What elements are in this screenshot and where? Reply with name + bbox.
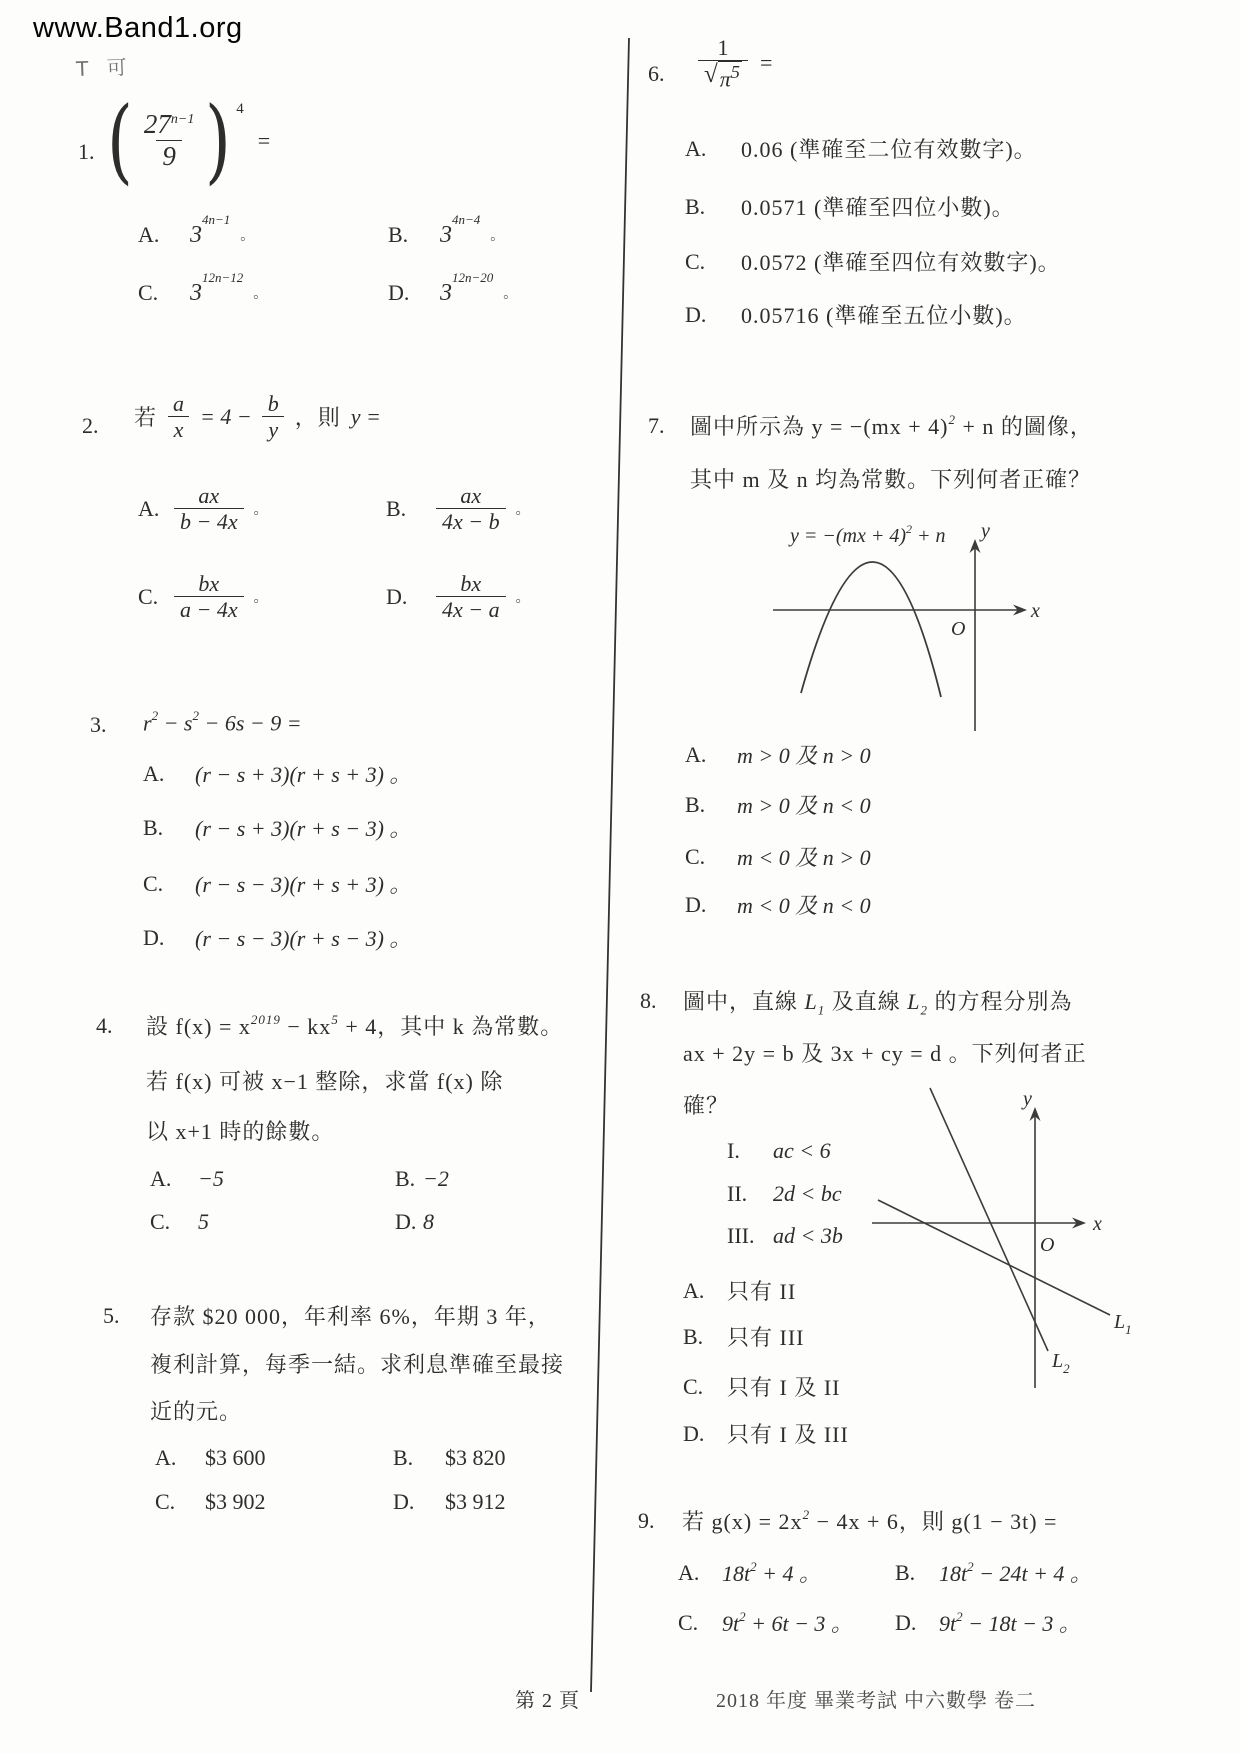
- option-value: m > 0 及 n < 0: [737, 793, 871, 818]
- watermark: www.Band1.org: [33, 12, 243, 44]
- option-letter: D.: [683, 1420, 705, 1446]
- q3-option-b: [143, 812, 411, 843]
- close-paren: ): [205, 87, 232, 194]
- q4-option-b: [395, 1166, 449, 1192]
- full-stop: 。: [240, 229, 255, 244]
- option-fraction: $\frac{bx}{a - 4x}$: [174, 571, 244, 623]
- equals-sign: =: [759, 50, 773, 76]
- option-letter: B.: [388, 222, 409, 247]
- option-letter: A.: [685, 741, 707, 767]
- q7-line2: 其中 m 及 n 均為常數。下列何者正確？: [690, 467, 1092, 492]
- question-7: [640, 405, 1220, 945]
- option-letter: D.: [395, 1209, 417, 1234]
- q9-stem: 若 $g(x) = 2x^2 - 4x + 6$，則 g(1 − 3t) =: [682, 1506, 1058, 1534]
- q8-lines-graph: [780, 1083, 1240, 1405]
- option-value: $9t^2 + 6t - 3$ 。: [722, 1608, 853, 1636]
- q4-line1: 設 $f(x) = x^{2019} - kx^5 + 4$，其中 k 為常數。: [146, 1011, 564, 1039]
- q8-line1: 圖中，直線 $L_1$ 及直線 $L_2$ 的方程分別為: [683, 989, 1073, 1018]
- option-letter: A.: [138, 222, 160, 247]
- option-fraction: $\frac{ax}{4x - b}$: [436, 483, 506, 535]
- option-value: $3^{4n-4}$: [440, 212, 481, 248]
- option-letter: A.: [685, 135, 707, 161]
- q8-option-b: [683, 1321, 804, 1352]
- q6-option-a: [685, 133, 1037, 164]
- option-value: (r − s − 3)(r + s − 3) 。: [195, 926, 412, 951]
- question-2: [70, 385, 590, 675]
- option-value: $3 600: [205, 1445, 266, 1470]
- question-number: 6.: [648, 61, 665, 86]
- q8-option-c: [683, 1371, 840, 1402]
- stem-math: y =: [350, 403, 381, 429]
- q8-option-a: [683, 1275, 796, 1306]
- option-value: (r − s + 3)(r + s + 3) 。: [195, 762, 412, 787]
- denominator: 9: [156, 140, 182, 172]
- q2-option-b: [386, 483, 530, 535]
- y-axis-label: y: [981, 520, 990, 542]
- item-text: 2d < bc: [773, 1181, 842, 1206]
- question-number: 2.: [82, 413, 99, 438]
- option-letter: D.: [388, 280, 410, 305]
- footer-page-number: 第 2 頁: [515, 1690, 580, 1712]
- stem-middle: = 4 −: [200, 403, 252, 429]
- option-value: $18t^2 - 24t + 4$ 。: [939, 1558, 1092, 1586]
- fraction-a-x: $\frac{a}{x}$: [167, 391, 190, 443]
- q1-option-a: [138, 212, 255, 249]
- option-value: $3^{4n-1}$: [190, 212, 231, 248]
- x-axis-label: x: [1031, 600, 1040, 622]
- q7-option-d: [685, 889, 871, 920]
- q8-option-d: [683, 1418, 849, 1449]
- q3-option-d: [143, 922, 411, 953]
- numerator: $27^{n-1}$: [143, 109, 195, 140]
- option-value: 只有 III: [727, 1325, 805, 1350]
- option-value: $9t^2 - 18t - 3$ 。: [939, 1608, 1081, 1636]
- option-letter: A.: [143, 760, 165, 786]
- full-stop: 。: [253, 590, 268, 606]
- q2-option-d: [386, 571, 530, 623]
- option-value: m < 0 及 n > 0: [737, 845, 871, 870]
- q5-option-b: [393, 1445, 506, 1471]
- option-letter: C.: [150, 1209, 171, 1234]
- stem-text: 若: [134, 405, 158, 431]
- option-letter: A.: [150, 1166, 172, 1191]
- q7-option-b: [685, 789, 871, 820]
- q9-option-c: [678, 1607, 853, 1638]
- option-letter: B.: [895, 1559, 916, 1585]
- option-value: $3^{12n-12}$: [190, 270, 244, 306]
- option-value: 0.0571 (準確至四位小數)。: [741, 195, 1015, 220]
- q6-option-c: [685, 246, 1061, 277]
- q6-formula: [698, 35, 772, 92]
- option-letter: C.: [683, 1373, 704, 1399]
- option-value: −5: [198, 1166, 224, 1191]
- option-letter: B.: [143, 814, 164, 840]
- y-axis-label: y: [1023, 1088, 1032, 1110]
- equals-sign: =: [257, 127, 271, 153]
- q7-option-c: [685, 841, 871, 872]
- line-L1: [878, 1200, 1110, 1315]
- q7-line1: 圖中所示為 y = −(mx + 4)$^2$ + n 的圖像，: [690, 411, 1093, 439]
- option-letter: D.: [685, 301, 707, 327]
- q7-parabola-graph: [735, 517, 1165, 745]
- option-value: 只有 I 及 III: [727, 1422, 849, 1447]
- q2-option-c: [138, 571, 268, 623]
- option-letter: C.: [685, 843, 706, 869]
- numerator: 1: [717, 35, 729, 60]
- fraction-b-y: $\frac{b}{y}$: [262, 391, 285, 443]
- parabola-curve: [801, 562, 941, 697]
- origin-label: O: [1040, 1234, 1055, 1256]
- option-letter: A.: [678, 1559, 700, 1585]
- option-letter: A.: [155, 1445, 177, 1470]
- option-letter: C.: [155, 1489, 176, 1514]
- question-4: [70, 1005, 590, 1265]
- q1-option-c: [138, 270, 268, 307]
- option-value: $3 902: [205, 1489, 266, 1514]
- question-9: [630, 1505, 1240, 1665]
- graph-equation-label: y = −(mx + 4)$^2$ + n: [790, 522, 946, 547]
- option-value: 0.0572 (準確至四位有效數字)。: [741, 250, 1061, 275]
- option-value: (r − s + 3)(r + s − 3) 。: [195, 816, 412, 841]
- q1-option-b: [388, 212, 505, 249]
- full-stop: 。: [490, 229, 505, 244]
- item-label: III.: [727, 1223, 755, 1248]
- option-value: $18t^2 + 4$ 。: [722, 1558, 821, 1586]
- q3-option-c: [143, 868, 411, 899]
- option-letter: A.: [683, 1277, 705, 1303]
- option-letter: D.: [685, 891, 707, 917]
- origin-label: O: [951, 618, 966, 640]
- question-8: [630, 985, 1240, 1465]
- option-letter: B.: [386, 495, 407, 521]
- x-axis-label: x: [1093, 1213, 1102, 1235]
- q6-option-d: [685, 299, 1027, 330]
- option-value: $3 820: [445, 1445, 506, 1470]
- q5-line3: 近的元。: [150, 1399, 243, 1424]
- option-value: 8: [423, 1209, 434, 1234]
- handwritten-mark: T 可: [75, 55, 134, 81]
- option-letter: D.: [393, 1489, 415, 1514]
- q5-line1: 存款 $20 000，年利率 6%，年期 3 年，: [150, 1304, 551, 1329]
- option-value: $3 912: [445, 1489, 506, 1514]
- full-stop: 。: [515, 502, 530, 518]
- item-text: ac < 6: [773, 1138, 831, 1163]
- item-label: I.: [727, 1138, 740, 1163]
- option-letter: C.: [678, 1609, 699, 1635]
- option-letter: A.: [138, 495, 160, 521]
- q6-option-b: [685, 191, 1015, 222]
- q4-option-a: [150, 1166, 224, 1192]
- q4-line2: 若 f(x) 可被 x−1 整除，求當 f(x) 除: [146, 1069, 504, 1094]
- q5-option-c: [155, 1489, 266, 1515]
- question-3: [70, 700, 590, 980]
- q5-option-a: [155, 1445, 266, 1471]
- full-stop: 。: [515, 590, 530, 606]
- question-1: [70, 87, 590, 335]
- option-letter: C.: [138, 583, 159, 609]
- question-number: 5.: [103, 1303, 120, 1328]
- q5-line2: 複利計算，每季一結。求利息準確至最接: [150, 1352, 565, 1377]
- option-value: $3^{12n-20}$: [440, 270, 494, 306]
- option-letter: B.: [393, 1445, 414, 1470]
- option-letter: B.: [685, 791, 706, 817]
- option-letter: C.: [143, 870, 164, 896]
- option-letter: B.: [683, 1323, 704, 1349]
- footer-exam-title: 2018 年度 畢業考試 中六數學 卷二: [716, 1690, 1036, 1712]
- question-number: 4.: [96, 1013, 113, 1038]
- question-5: [70, 1295, 590, 1535]
- question-number: 1.: [78, 139, 95, 164]
- option-value: m > 0 及 n > 0: [737, 743, 871, 768]
- option-value: 只有 I 及 II: [727, 1375, 841, 1400]
- option-value: (r − s − 3)(r + s + 3) 。: [195, 872, 412, 897]
- full-stop: 。: [253, 287, 268, 302]
- option-value: m < 0 及 n < 0: [737, 893, 871, 918]
- option-value: 5: [198, 1209, 209, 1234]
- sqrt-sign: √: [704, 61, 718, 89]
- q2-option-a: [138, 483, 268, 535]
- question-number: 7.: [648, 413, 665, 438]
- option-letter: B.: [395, 1166, 416, 1191]
- item-label: II.: [727, 1181, 748, 1206]
- question-6: [640, 35, 1210, 345]
- full-stop: 。: [503, 287, 518, 302]
- denominator: [698, 60, 748, 92]
- q1-option-d: [388, 270, 518, 307]
- option-letter: B.: [685, 193, 706, 219]
- L1-label: $L_1$: [1114, 1311, 1132, 1337]
- q1-formula: [102, 87, 271, 194]
- q7-option-a: [685, 739, 871, 770]
- option-letter: D.: [386, 583, 408, 609]
- option-value: 0.06 (準確至二位有效數字)。: [741, 137, 1037, 162]
- open-paren: (: [107, 87, 133, 194]
- option-value: 0.05716 (準確至五位小數)。: [741, 303, 1027, 328]
- L2-label: $L_2$: [1052, 1350, 1070, 1376]
- q6-fraction: [698, 35, 748, 92]
- q2-stem: [134, 391, 381, 443]
- q4-option-d: [395, 1209, 434, 1235]
- q3-stem: $r^2 - s^2 - 6s - 9$ =: [143, 708, 302, 736]
- line-L2: [930, 1088, 1048, 1351]
- q9-option-a: [678, 1557, 821, 1588]
- option-letter: D.: [895, 1609, 917, 1635]
- q5-option-d: [393, 1489, 506, 1515]
- option-letter: C.: [138, 280, 159, 305]
- question-number: 8.: [640, 988, 657, 1013]
- q4-line3: 以 x+1 時的餘數。: [146, 1119, 335, 1144]
- option-value: −2: [423, 1166, 449, 1191]
- full-stop: 。: [253, 502, 268, 518]
- q9-option-d: [895, 1607, 1081, 1638]
- option-letter: D.: [143, 924, 165, 950]
- option-value: 只有 II: [727, 1279, 797, 1304]
- q3-option-a: [143, 758, 411, 789]
- stem-text: ，則: [294, 405, 341, 431]
- outer-exponent: 4: [236, 101, 244, 117]
- option-fraction: $\frac{ax}{b - 4x}$: [174, 483, 244, 535]
- option-fraction: $\frac{bx}{4x - a}$: [436, 571, 506, 623]
- q8-line2: ax + 2y = b 及 3x + cy = d 。下列何者正: [683, 1041, 1087, 1066]
- option-letter: C.: [685, 248, 706, 274]
- q4-option-c: [150, 1209, 209, 1235]
- q1-fraction: [138, 109, 200, 172]
- radicand: $\pi^5$: [719, 62, 740, 92]
- q9-option-b: [895, 1557, 1092, 1588]
- question-number: 3.: [90, 712, 107, 737]
- item-text: ad < 3b: [773, 1223, 843, 1248]
- question-number: 9.: [638, 1508, 655, 1533]
- q8-line3: 確？: [683, 1093, 730, 1118]
